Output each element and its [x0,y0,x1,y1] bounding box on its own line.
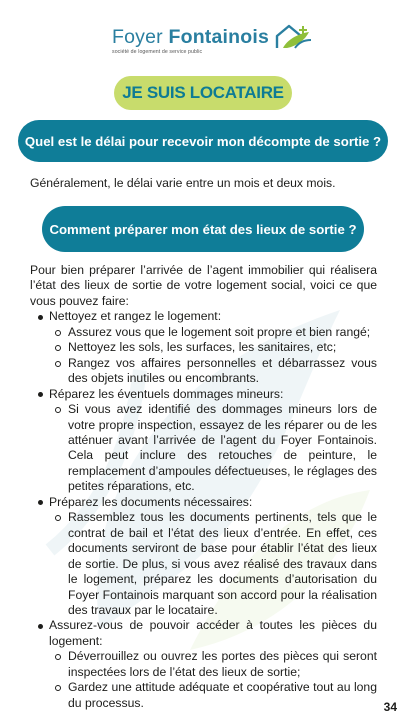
list-item [30,495,377,619]
logo-name [112,26,269,48]
logo-name-bold: Fontainois [168,26,270,48]
sub-list-item: Rassemblez tous les documents pertinents, tels que le contrat de bail et l’état des lieux d’entrée. En effet, ces documents serviront de base pour établir l’état des lieux de sortie. De plus, si vous avez réalisé des travaux dans le logement, préparez les documents d’autorisation du Foyer Fontainois marquant son accord pour la réalisation des travaux par le locataire. [49,510,377,618]
sub-list [49,510,377,618]
list-item-label: Assurez-vous de pouvoir accéder à toutes les pièces du logement: [49,618,377,648]
list-item-label: Préparez les documents nécessaires: [49,494,253,509]
list-item-label: Nettoyez et rangez le logement: [49,309,222,324]
preparation-content [30,263,377,711]
house-leaf-logo-icon [273,22,315,52]
question-heading-preparation: Comment préparer mon état des lieux de sortie ? [42,206,364,252]
list-item [30,618,377,711]
answer-delay: Généralement, le délai varie entre un mois et deux mois. [30,176,336,190]
sub-list-item: Assurez vous que le logement soit propre et bien rangé; [49,325,377,340]
list-item-label: Réparez les éventuels dommages mineurs: [49,386,284,401]
logo-name-light: Foyer [112,26,169,48]
sub-list-item: Si vous avez identifié des dommages mineurs lors de votre propre inspection, essayez de les réparer ou de les atténuer avant l’arrivée de l’agent du Foyer Fontainois. Cela peut inclure des retouches de peinture, le remplacement d’ampoules défectueuses, le réglages des petites réparations, etc. [49,402,377,495]
list-item [30,387,377,495]
page-category-badge [114,76,292,110]
badge-label: JE SUIS LOCATAIRE [122,83,284,102]
logo-tagline: société de logement de service public [112,49,203,55]
sub-list-item: Nettoyez les sols, les surfaces, les sanitaires, etc; [49,340,377,355]
sub-list [49,402,377,495]
sub-list-item: Rangez vos affaires personnelles et débarrassez vous des objets inutiles ou encombrants. [49,356,377,387]
header [0,26,407,66]
question-heading-delay: Quel est le délai pour recevoir mon décompte de sortie ? [18,120,388,162]
sub-list-item: Gardez une attitude adéquate et coopérative tout au long du processus. [49,680,377,711]
sub-list [49,649,377,711]
sub-list-item: Déverrouillez ou ouvrez les portes des pièces qui seront inspectées lors de l’état des lieux de sortie; [49,649,377,680]
page-number: 34 [383,700,397,714]
preparation-intro: Pour bien préparer l’arrivée de l’agent immobilier qui réalisera l’état des lieux de sortie de votre logement social, voici ce que vous pouvez faire: [30,263,377,308]
logo [112,26,315,55]
list-item [30,309,377,386]
sub-list [49,325,377,387]
preparation-list [30,309,377,711]
